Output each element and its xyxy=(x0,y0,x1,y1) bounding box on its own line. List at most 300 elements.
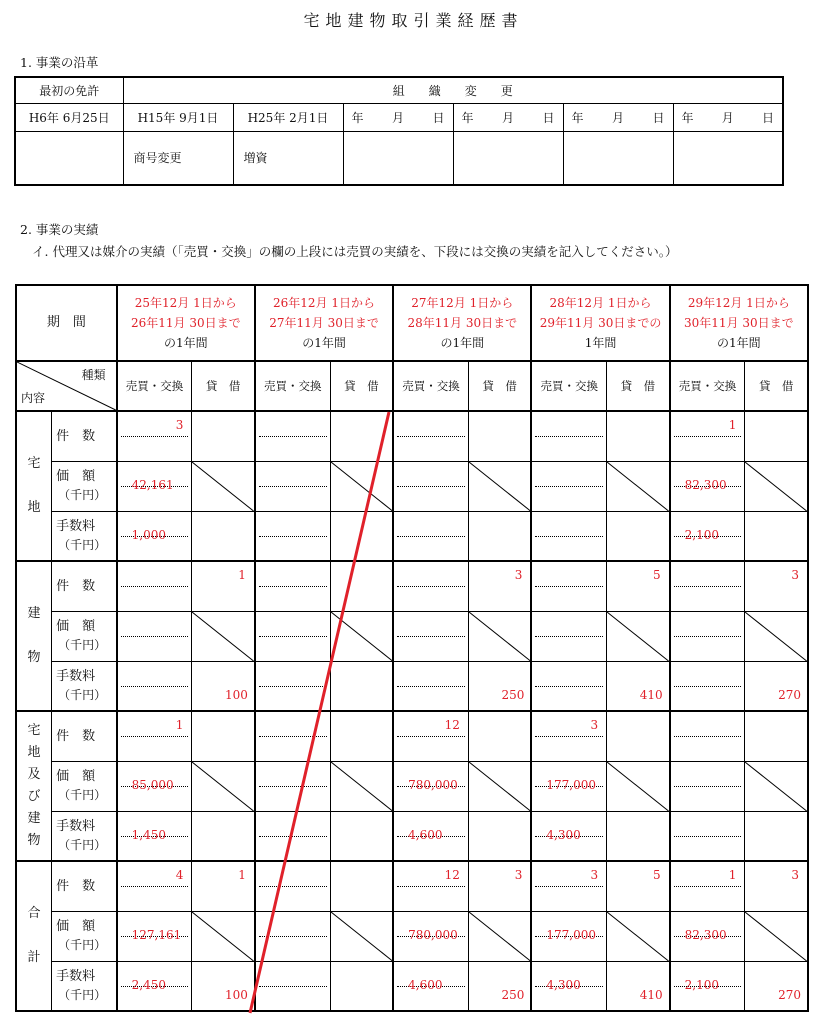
sale-cell xyxy=(531,511,606,561)
kind-content-header xyxy=(16,361,117,411)
sale-value: 12 xyxy=(444,718,460,732)
row-label-text: 手数料 xyxy=(56,668,96,684)
results-table xyxy=(15,284,809,1012)
sale-exchange-divider xyxy=(674,886,742,887)
lease-cell xyxy=(745,661,808,711)
sale-cell xyxy=(255,861,330,911)
period-from: 27年12月 1日から xyxy=(411,296,514,310)
first-license-label: 最初の免許 xyxy=(15,77,123,103)
row-label xyxy=(52,711,117,761)
sale-exchange-divider xyxy=(535,536,603,537)
sale-cell xyxy=(255,711,330,761)
lease-cell xyxy=(330,561,393,611)
lease-cell xyxy=(192,811,255,861)
row-label-text: 価 額 xyxy=(56,769,96,784)
org-change-label: 組 織 変 更 xyxy=(123,77,783,103)
sale-exchange-divider xyxy=(535,686,603,687)
group-label: 合 計 xyxy=(16,861,52,1011)
period-header xyxy=(393,285,531,361)
sale-cell xyxy=(531,561,606,611)
section1-heading: 1. 事業の沿革 xyxy=(20,55,99,70)
lease-cell xyxy=(192,911,255,961)
empty-note xyxy=(563,131,673,185)
day-label: 日 xyxy=(762,110,775,125)
sale-exchange-divider xyxy=(259,936,327,937)
sale-exchange-divider xyxy=(259,536,327,537)
lease-cell xyxy=(468,561,531,611)
sale-exchange-divider xyxy=(121,886,189,887)
sale-value: 177,000 xyxy=(546,927,597,942)
period-length: 1年間 xyxy=(584,336,617,350)
diagonal-slash xyxy=(331,912,393,961)
row-unit: （千円） xyxy=(58,938,107,952)
lease-cell xyxy=(192,861,255,911)
sale-exchange-header: 売買・交換 xyxy=(117,361,192,411)
sale-cell xyxy=(255,961,330,1011)
lease-value: 1 xyxy=(238,568,246,582)
empty-note xyxy=(343,131,453,185)
sale-exchange-divider xyxy=(535,436,603,437)
sale-cell xyxy=(255,811,330,861)
lease-cell xyxy=(468,911,531,961)
sale-cell xyxy=(531,661,606,711)
sale-value: 127,161 xyxy=(131,927,182,942)
sale-cell xyxy=(670,961,745,1011)
lease-cell xyxy=(330,511,393,561)
period-from: 26年12月 1日から xyxy=(273,296,376,310)
day-label: 日 xyxy=(652,110,665,125)
diagonal-slash xyxy=(469,612,531,661)
period-length: の1年間 xyxy=(302,336,346,350)
lease-value: 410 xyxy=(639,688,663,702)
lease-cell xyxy=(607,861,670,911)
row-label-text: 件 数 xyxy=(56,728,96,744)
lease-cell xyxy=(607,511,670,561)
lease-cell xyxy=(192,661,255,711)
sale-value: 3 xyxy=(590,868,599,882)
sale-cell xyxy=(255,911,330,961)
period-to: 29年11月 30日までの xyxy=(539,316,662,330)
lease-value: 410 xyxy=(639,988,663,1002)
sale-exchange-divider xyxy=(674,586,742,587)
lease-cell xyxy=(607,661,670,711)
sale-exchange-divider xyxy=(535,886,603,887)
sale-cell xyxy=(117,711,192,761)
diagonal-slash xyxy=(331,762,393,811)
row-label xyxy=(52,661,117,711)
period-from: 29年12月 1日から xyxy=(687,296,790,310)
diagonal-slash xyxy=(331,612,393,661)
sale-value: 4,300 xyxy=(546,827,581,842)
sale-value: 1 xyxy=(728,868,737,882)
sale-exchange-divider xyxy=(674,436,742,437)
sale-exchange-header: 売買・交換 xyxy=(255,361,330,411)
sale-value: 4,600 xyxy=(408,977,443,992)
row-unit: （千円） xyxy=(58,987,107,1002)
lease-cell xyxy=(607,811,670,861)
lease-value: 270 xyxy=(778,988,801,1002)
sale-exchange-divider xyxy=(397,586,465,587)
sale-exchange-divider xyxy=(259,436,327,437)
lease-header: 貸 借 xyxy=(468,361,531,411)
empty-cell xyxy=(15,131,123,185)
sale-exchange-divider xyxy=(259,686,327,687)
diagonal-slash xyxy=(192,612,254,661)
diagonal-slash xyxy=(745,762,807,811)
lease-cell xyxy=(607,761,670,811)
sale-value: 82,300 xyxy=(684,477,727,492)
diagonal-slash xyxy=(469,462,531,511)
lease-cell xyxy=(468,461,531,511)
year-label: 年 xyxy=(461,110,474,125)
sale-exchange-divider xyxy=(121,586,189,587)
sale-cell xyxy=(255,461,330,511)
change-note: 増資 xyxy=(233,131,343,185)
month-label: 月 xyxy=(391,110,404,125)
sale-cell xyxy=(670,661,745,711)
sale-cell xyxy=(531,711,606,761)
sale-value: 3 xyxy=(590,718,599,732)
sale-cell xyxy=(670,611,745,661)
lease-cell xyxy=(330,961,393,1011)
sale-value: 85,000 xyxy=(131,777,174,792)
sale-exchange-divider xyxy=(259,636,327,637)
lease-cell xyxy=(192,711,255,761)
lease-cell xyxy=(745,911,808,961)
lease-cell xyxy=(607,411,670,461)
lease-value: 250 xyxy=(501,988,525,1002)
lease-cell xyxy=(607,911,670,961)
lease-cell xyxy=(330,611,393,661)
sale-cell xyxy=(393,561,468,611)
row-label-text: 価 額 xyxy=(56,469,96,484)
sale-cell xyxy=(117,961,192,1011)
row-label xyxy=(52,461,117,511)
sale-value: 3 xyxy=(175,418,184,432)
document-title: 宅地建物取引業経歴書 xyxy=(303,11,524,30)
sale-exchange-divider xyxy=(259,736,327,737)
lease-cell xyxy=(192,511,255,561)
sale-cell xyxy=(670,511,745,561)
lease-cell xyxy=(330,861,393,911)
sale-exchange-divider xyxy=(397,686,465,687)
lease-cell xyxy=(468,761,531,811)
lease-cell xyxy=(468,961,531,1011)
sale-cell xyxy=(117,461,192,511)
sale-cell xyxy=(117,511,192,561)
period-header xyxy=(117,285,255,361)
sale-exchange-divider xyxy=(674,736,742,737)
empty-date xyxy=(673,103,783,131)
lease-cell xyxy=(330,411,393,461)
diagonal-slash xyxy=(469,912,531,961)
lease-cell xyxy=(468,811,531,861)
period-to: 26年11月 30日まで xyxy=(130,316,241,330)
lease-value: 3 xyxy=(514,568,523,582)
sale-value: 2,100 xyxy=(684,527,720,542)
lease-cell xyxy=(330,711,393,761)
diagonal-slash xyxy=(745,462,807,511)
row-unit: （千円） xyxy=(58,687,107,702)
sale-value: 1,450 xyxy=(131,827,167,842)
row-label-text: 件 数 xyxy=(56,578,96,594)
sale-exchange-header: 売買・交換 xyxy=(393,361,468,411)
lease-cell xyxy=(745,411,808,461)
lease-cell xyxy=(607,561,670,611)
sale-exchange-divider xyxy=(259,786,327,787)
history-table xyxy=(14,76,784,186)
diagonal-slash xyxy=(607,912,669,961)
sale-value: 4,600 xyxy=(408,827,443,842)
diagonal-slash xyxy=(745,612,807,661)
lease-cell xyxy=(745,861,808,911)
lease-value: 270 xyxy=(778,688,801,702)
sale-cell xyxy=(393,661,468,711)
sale-value: 2,100 xyxy=(684,977,720,992)
empty-date xyxy=(563,103,673,131)
lease-cell xyxy=(745,511,808,561)
period-to: 27年11月 30日まで xyxy=(269,316,379,330)
lease-header: 貸 借 xyxy=(607,361,670,411)
row-label xyxy=(52,761,117,811)
sale-cell xyxy=(255,761,330,811)
year-label: 年 xyxy=(351,110,364,125)
lease-cell xyxy=(745,611,808,661)
sale-value: 1,000 xyxy=(131,527,167,542)
content-label: 内容 xyxy=(21,391,46,405)
lease-cell xyxy=(745,961,808,1011)
lease-cell xyxy=(192,611,255,661)
sale-exchange-divider xyxy=(259,836,327,837)
sale-exchange-divider xyxy=(259,886,327,887)
period-length: の1年間 xyxy=(440,336,485,350)
sale-exchange-divider xyxy=(397,886,465,887)
sale-cell xyxy=(393,861,468,911)
sale-cell xyxy=(531,461,606,511)
sale-exchange-divider xyxy=(397,736,465,737)
row-label-text: 価 額 xyxy=(56,919,96,934)
month-label: 月 xyxy=(501,110,514,125)
year-label: 年 xyxy=(571,110,584,125)
sale-exchange-divider xyxy=(535,586,603,587)
sale-exchange-divider xyxy=(535,486,603,487)
sale-cell xyxy=(670,761,745,811)
diagonal-slash xyxy=(607,762,669,811)
first-license-date: H6年 6月25日 xyxy=(15,103,123,131)
lease-cell xyxy=(468,711,531,761)
lease-cell xyxy=(192,411,255,461)
row-unit: （千円） xyxy=(58,788,107,802)
diagonal-slash xyxy=(607,612,669,661)
sale-cell xyxy=(393,911,468,961)
lease-value: 1 xyxy=(238,868,246,882)
sale-exchange-divider xyxy=(259,586,327,587)
sale-exchange-header: 売買・交換 xyxy=(531,361,606,411)
empty-note xyxy=(453,131,563,185)
sale-value: 780,000 xyxy=(408,927,458,942)
period-to: 28年11月 30日まで xyxy=(407,316,518,330)
sale-value: 42,161 xyxy=(131,477,174,492)
sale-cell xyxy=(117,911,192,961)
row-label-text: 件 数 xyxy=(56,878,96,894)
sale-value: 12 xyxy=(444,868,460,882)
sale-exchange-divider xyxy=(121,736,189,737)
lease-cell xyxy=(330,661,393,711)
lease-value: 5 xyxy=(653,868,661,882)
group-label: 建 物 xyxy=(16,561,52,711)
sale-cell xyxy=(393,411,468,461)
row-unit: （千円） xyxy=(58,638,107,652)
sale-cell xyxy=(117,661,192,711)
sale-exchange-divider xyxy=(259,986,327,987)
sale-cell xyxy=(255,411,330,461)
lease-value: 100 xyxy=(225,688,248,702)
lease-cell xyxy=(192,761,255,811)
diagonal-slash xyxy=(331,462,393,511)
lease-cell xyxy=(745,761,808,811)
change-note: 商号変更 xyxy=(123,131,233,185)
period-header xyxy=(255,285,393,361)
sale-cell xyxy=(117,611,192,661)
day-label: 日 xyxy=(542,110,555,125)
row-label xyxy=(52,611,117,661)
sale-cell xyxy=(670,861,745,911)
group-label: 宅 地 及 び 建 物 xyxy=(16,711,52,861)
sale-cell xyxy=(117,411,192,461)
period-length: の1年間 xyxy=(163,336,208,350)
sale-cell xyxy=(393,511,468,561)
period-from: 28年12月 1日から xyxy=(549,296,652,310)
sale-cell xyxy=(117,761,192,811)
sale-cell xyxy=(531,961,606,1011)
sale-value: 2,450 xyxy=(131,977,167,992)
lease-cell xyxy=(330,461,393,511)
sale-exchange-divider xyxy=(674,636,742,637)
sale-cell xyxy=(670,711,745,761)
lease-cell xyxy=(607,961,670,1011)
period-header xyxy=(531,285,669,361)
lease-cell xyxy=(330,811,393,861)
period-label: 期 間 xyxy=(16,285,117,361)
diagonal-slash xyxy=(469,762,531,811)
month-label: 月 xyxy=(611,110,624,125)
lease-value: 100 xyxy=(225,988,248,1002)
empty-date xyxy=(343,103,453,131)
sale-cell xyxy=(531,811,606,861)
month-label: 月 xyxy=(721,110,734,125)
row-label xyxy=(52,861,117,911)
sale-exchange-divider xyxy=(121,436,189,437)
sale-exchange-divider xyxy=(397,486,465,487)
diagonal-slash xyxy=(192,762,254,811)
sale-cell xyxy=(255,611,330,661)
lease-cell xyxy=(745,461,808,511)
sale-exchange-divider xyxy=(674,686,742,687)
row-unit: （千円） xyxy=(58,837,107,852)
sale-exchange-header: 売買・交換 xyxy=(670,361,745,411)
diagonal-slash xyxy=(745,912,807,961)
lease-cell xyxy=(468,511,531,561)
sale-exchange-divider xyxy=(121,686,189,687)
sale-cell xyxy=(393,711,468,761)
period-header xyxy=(670,285,808,361)
sale-value: 780,000 xyxy=(408,777,458,792)
row-label xyxy=(52,511,117,561)
sale-exchange-divider xyxy=(674,786,742,787)
lease-header: 貸 借 xyxy=(330,361,393,411)
sale-cell xyxy=(670,811,745,861)
lease-cell xyxy=(468,411,531,461)
change-date: H15年 9月1日 xyxy=(123,103,233,131)
sale-exchange-divider xyxy=(535,636,603,637)
sale-exchange-divider xyxy=(674,836,742,837)
sale-cell xyxy=(117,861,192,911)
sale-exchange-divider xyxy=(397,536,465,537)
lease-cell xyxy=(607,611,670,661)
section2-note: イ. 代理又は媒介の実績（「売買・交換」の欄の上段には売買の実績を、下段には交換の実績を記入してください。） xyxy=(32,244,678,259)
row-unit: （千円） xyxy=(58,488,107,502)
sale-exchange-divider xyxy=(259,486,327,487)
lease-cell xyxy=(745,711,808,761)
lease-cell xyxy=(468,861,531,911)
sale-value: 4,300 xyxy=(546,977,581,992)
sale-value: 4 xyxy=(175,868,184,882)
sale-exchange-divider xyxy=(397,436,465,437)
sale-cell xyxy=(393,811,468,861)
sale-value: 1 xyxy=(728,418,737,432)
sale-cell xyxy=(670,461,745,511)
row-label xyxy=(52,411,117,461)
lease-cell xyxy=(330,761,393,811)
sale-cell xyxy=(117,811,192,861)
sale-cell xyxy=(255,511,330,561)
lease-header: 貸 借 xyxy=(192,361,255,411)
empty-date xyxy=(453,103,563,131)
group-label: 宅 地 xyxy=(16,411,52,561)
period-length: の1年間 xyxy=(717,336,761,350)
sale-value: 177,000 xyxy=(546,777,597,792)
diagonal-slash xyxy=(192,462,254,511)
lease-value: 5 xyxy=(653,568,661,582)
sale-cell xyxy=(670,411,745,461)
lease-cell xyxy=(607,461,670,511)
lease-value: 3 xyxy=(791,868,799,882)
row-label-text: 件 数 xyxy=(56,428,96,444)
lease-cell xyxy=(192,561,255,611)
sale-cell xyxy=(255,661,330,711)
diagonal-slash xyxy=(192,912,254,961)
sale-exchange-divider xyxy=(535,736,603,737)
sale-value: 1 xyxy=(175,718,184,732)
sale-value: 82,300 xyxy=(684,927,727,942)
sale-cell xyxy=(393,961,468,1011)
sale-cell xyxy=(393,611,468,661)
row-label xyxy=(52,911,117,961)
lease-cell xyxy=(468,611,531,661)
sale-cell xyxy=(117,561,192,611)
sale-cell xyxy=(531,411,606,461)
lease-value: 250 xyxy=(501,688,525,702)
lease-value: 3 xyxy=(791,568,799,582)
diagonal-slash xyxy=(607,462,669,511)
sale-cell xyxy=(531,861,606,911)
sale-cell xyxy=(393,461,468,511)
row-label-text: 価 額 xyxy=(56,619,96,634)
row-label-text: 手数料 xyxy=(56,518,96,534)
lease-cell xyxy=(468,661,531,711)
lease-cell xyxy=(192,461,255,511)
section2-heading: 2. 事業の実績 xyxy=(20,222,99,237)
